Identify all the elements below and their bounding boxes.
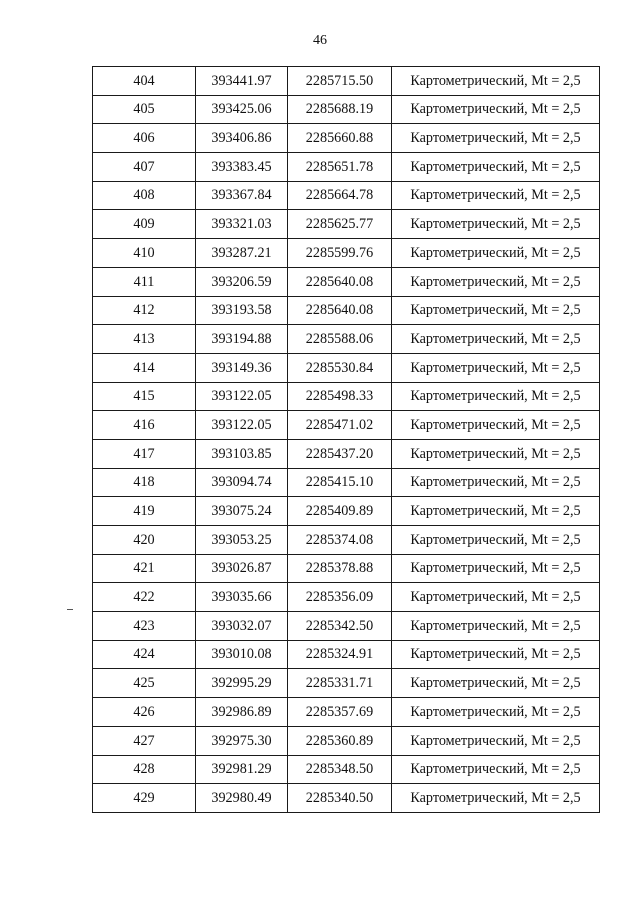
table-row [93,181,600,210]
x-coordinate-cell: 392986.89 [196,698,288,727]
x-coordinate-cell: 393122.05 [196,411,288,440]
method-cell: Картометрический, Mt = 2,5 [392,239,600,268]
table-row [93,153,600,182]
table-row [93,612,600,641]
table-row [93,124,600,153]
table-row [93,726,600,755]
table-row [93,784,600,813]
point-number-cell: 414 [93,353,196,382]
method-cell: Картометрический, Mt = 2,5 [392,267,600,296]
table-row [93,526,600,555]
x-coordinate-cell: 393194.88 [196,325,288,354]
point-number-cell: 408 [93,181,196,210]
method-cell: Картометрический, Mt = 2,5 [392,153,600,182]
method-cell: Картометрический, Mt = 2,5 [392,124,600,153]
point-number-cell: 421 [93,554,196,583]
table-row [93,640,600,669]
method-cell: Картометрический, Mt = 2,5 [392,439,600,468]
method-cell: Картометрический, Mt = 2,5 [392,698,600,727]
y-coordinate-cell: 2285588.06 [288,325,392,354]
x-coordinate-cell: 393032.07 [196,612,288,641]
point-number-cell: 407 [93,153,196,182]
table-row [93,411,600,440]
point-number-cell: 423 [93,612,196,641]
point-number-cell: 415 [93,382,196,411]
point-number-cell: 404 [93,67,196,96]
x-coordinate-cell: 393149.36 [196,353,288,382]
x-coordinate-cell: 393075.24 [196,497,288,526]
point-number-cell: 425 [93,669,196,698]
x-coordinate-cell: 393035.66 [196,583,288,612]
point-number-cell: 428 [93,755,196,784]
y-coordinate-cell: 2285360.89 [288,726,392,755]
x-coordinate-cell: 393406.86 [196,124,288,153]
y-coordinate-cell: 2285437.20 [288,439,392,468]
point-number-cell: 411 [93,267,196,296]
y-coordinate-cell: 2285664.78 [288,181,392,210]
y-coordinate-cell: 2285625.77 [288,210,392,239]
table-row [93,95,600,124]
point-number-cell: 406 [93,124,196,153]
y-coordinate-cell: 2285342.50 [288,612,392,641]
page-number: 46 [313,33,327,48]
table-row [93,439,600,468]
method-cell: Картометрический, Mt = 2,5 [392,726,600,755]
table-row [93,210,600,239]
x-coordinate-cell: 393010.08 [196,640,288,669]
point-number-cell: 413 [93,325,196,354]
method-cell: Картометрический, Mt = 2,5 [392,181,600,210]
coordinates-table-body [93,67,600,813]
point-number-cell: 410 [93,239,196,268]
method-cell: Картометрический, Mt = 2,5 [392,755,600,784]
y-coordinate-cell: 2285340.50 [288,784,392,813]
y-coordinate-cell: 2285324.91 [288,640,392,669]
table-row [93,468,600,497]
table-row [93,755,600,784]
y-coordinate-cell: 2285715.50 [288,67,392,96]
method-cell: Картометрический, Mt = 2,5 [392,497,600,526]
x-coordinate-cell: 393026.87 [196,554,288,583]
x-coordinate-cell: 392981.29 [196,755,288,784]
y-coordinate-cell: 2285640.08 [288,296,392,325]
x-coordinate-cell: 393321.03 [196,210,288,239]
table-row [93,497,600,526]
table-row [93,239,600,268]
point-number-cell: 419 [93,497,196,526]
y-coordinate-cell: 2285640.08 [288,267,392,296]
method-cell: Картометрический, Mt = 2,5 [392,554,600,583]
point-number-cell: 418 [93,468,196,497]
method-cell: Картометрический, Mt = 2,5 [392,583,600,612]
table-row [93,267,600,296]
method-cell: Картометрический, Mt = 2,5 [392,411,600,440]
y-coordinate-cell: 2285348.50 [288,755,392,784]
point-number-cell: 420 [93,526,196,555]
table-row [93,554,600,583]
x-coordinate-cell: 392995.29 [196,669,288,698]
x-coordinate-cell: 393441.97 [196,67,288,96]
method-cell: Картометрический, Mt = 2,5 [392,669,600,698]
point-number-cell: 416 [93,411,196,440]
y-coordinate-cell: 2285331.71 [288,669,392,698]
y-coordinate-cell: 2285374.08 [288,526,392,555]
point-number-cell: 424 [93,640,196,669]
x-coordinate-cell: 393094.74 [196,468,288,497]
method-cell: Картометрический, Mt = 2,5 [392,784,600,813]
x-coordinate-cell: 393122.05 [196,382,288,411]
table-row [93,382,600,411]
y-coordinate-cell: 2285498.33 [288,382,392,411]
x-coordinate-cell: 393103.85 [196,439,288,468]
table-row [93,353,600,382]
table-row [93,583,600,612]
method-cell: Картометрический, Mt = 2,5 [392,67,600,96]
method-cell: Картометрический, Mt = 2,5 [392,468,600,497]
method-cell: Картометрический, Mt = 2,5 [392,526,600,555]
table-row [93,325,600,354]
x-coordinate-cell: 393206.59 [196,267,288,296]
table-row [93,669,600,698]
x-coordinate-cell: 392975.30 [196,726,288,755]
y-coordinate-cell: 2285378.88 [288,554,392,583]
table-row [93,296,600,325]
point-number-cell: 422 [93,583,196,612]
x-coordinate-cell: 393053.25 [196,526,288,555]
y-coordinate-cell: 2285660.88 [288,124,392,153]
method-cell: Картометрический, Mt = 2,5 [392,325,600,354]
y-coordinate-cell: 2285356.09 [288,583,392,612]
point-number-cell: 429 [93,784,196,813]
y-coordinate-cell: 2285688.19 [288,95,392,124]
y-coordinate-cell: 2285409.89 [288,497,392,526]
scan-speck [67,609,73,610]
point-number-cell: 405 [93,95,196,124]
x-coordinate-cell: 393287.21 [196,239,288,268]
method-cell: Картометрический, Mt = 2,5 [392,382,600,411]
point-number-cell: 417 [93,439,196,468]
table-row [93,67,600,96]
method-cell: Картометрический, Mt = 2,5 [392,640,600,669]
method-cell: Картометрический, Mt = 2,5 [392,353,600,382]
y-coordinate-cell: 2285599.76 [288,239,392,268]
y-coordinate-cell: 2285651.78 [288,153,392,182]
y-coordinate-cell: 2285530.84 [288,353,392,382]
x-coordinate-cell: 393383.45 [196,153,288,182]
table-row [93,698,600,727]
coordinates-table [92,66,600,813]
method-cell: Картометрический, Mt = 2,5 [392,612,600,641]
x-coordinate-cell: 393193.58 [196,296,288,325]
y-coordinate-cell: 2285415.10 [288,468,392,497]
x-coordinate-cell: 393425.06 [196,95,288,124]
point-number-cell: 427 [93,726,196,755]
point-number-cell: 426 [93,698,196,727]
x-coordinate-cell: 393367.84 [196,181,288,210]
x-coordinate-cell: 392980.49 [196,784,288,813]
point-number-cell: 412 [93,296,196,325]
y-coordinate-cell: 2285471.02 [288,411,392,440]
point-number-cell: 409 [93,210,196,239]
method-cell: Картометрический, Mt = 2,5 [392,95,600,124]
method-cell: Картометрический, Mt = 2,5 [392,210,600,239]
y-coordinate-cell: 2285357.69 [288,698,392,727]
method-cell: Картометрический, Mt = 2,5 [392,296,600,325]
